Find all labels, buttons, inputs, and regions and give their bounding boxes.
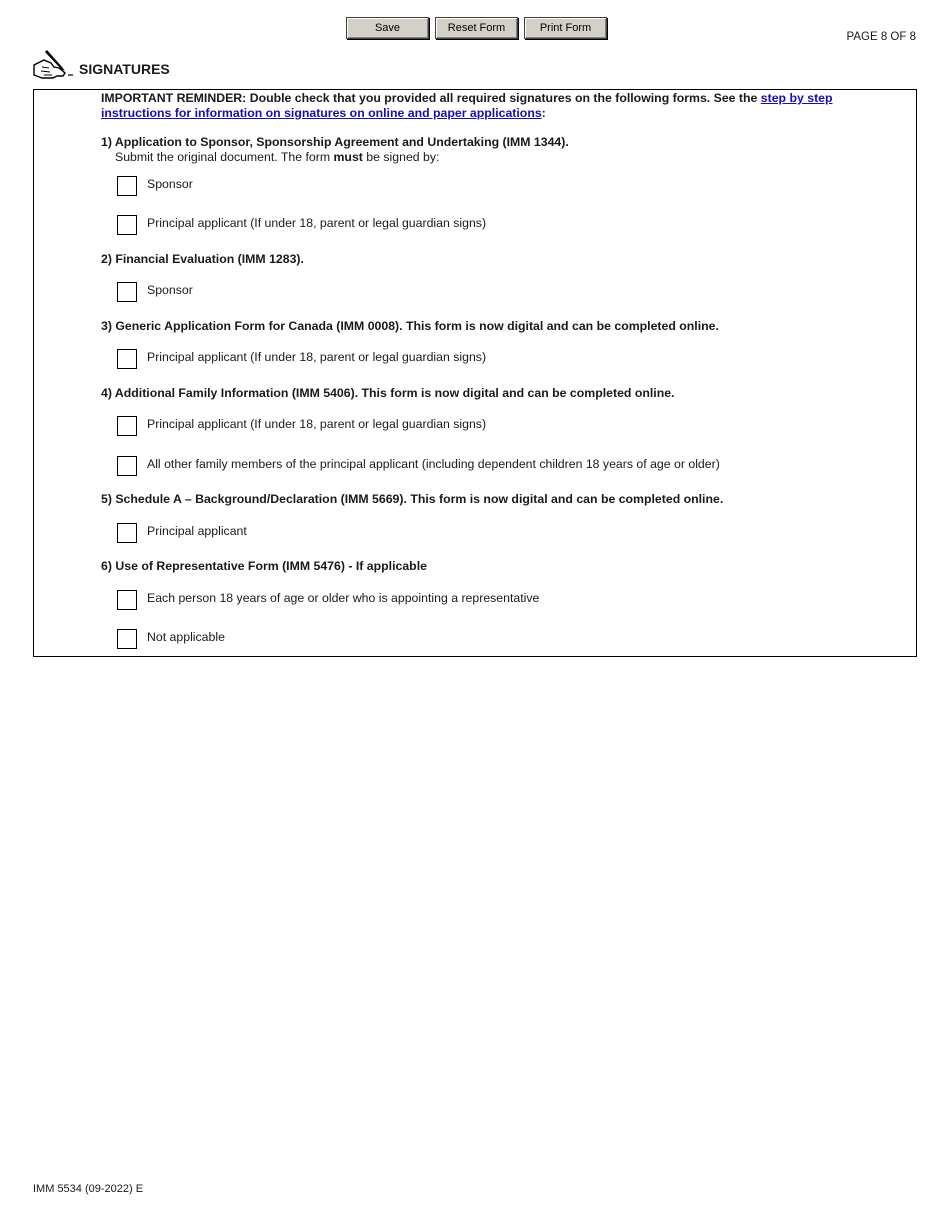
checkbox-row[interactable] <box>117 590 539 610</box>
checkbox-row[interactable] <box>117 416 486 436</box>
form-toolbar <box>346 17 607 39</box>
section-title: SIGNATURES <box>79 61 170 77</box>
checkbox-label: Principal applicant <box>147 524 247 538</box>
representative-imm5476-checkbox[interactable] <box>117 590 137 610</box>
checkbox-label: Principal applicant (If under 18, parent or legal guardian signs) <box>147 350 487 364</box>
item-heading-imm5476: 6) Use of Representative Form (IMM 5476) - If applicable <box>101 559 427 573</box>
item-heading-imm1283: 2) Financial Evaluation (IMM 1283). <box>101 252 304 266</box>
form-id-footer: IMM 5534 (09-2022) E <box>33 1183 144 1195</box>
checkbox-label: Each person 18 years of age or older who is appointing a representative <box>147 591 540 605</box>
principal-applicant-imm5406-checkbox[interactable] <box>117 416 137 436</box>
checkbox-row[interactable] <box>117 456 720 476</box>
save-button[interactable]: Save <box>346 17 429 39</box>
checkbox-row[interactable] <box>117 629 225 649</box>
checkbox-row[interactable] <box>117 282 193 302</box>
checkbox-label: Principal applicant (If under 18, parent or legal guardian signs) <box>147 417 487 431</box>
section-header <box>32 48 170 80</box>
print-form-button[interactable]: Print Form <box>524 17 607 39</box>
checkbox-row[interactable] <box>117 523 247 543</box>
checkbox-row[interactable] <box>117 349 486 369</box>
item-subline-imm1344: Submit the original document. The form must be signed by: <box>115 150 440 164</box>
checkbox-row[interactable] <box>117 176 193 196</box>
item-heading-imm5406: 4) Additional Family Information (IMM 5406). This form is now digital and can be completed online. <box>101 386 675 400</box>
item-heading-imm5669: 5) Schedule A – Background/Declaration (IMM 5669). This form is now digital and can be completed online. <box>101 492 724 506</box>
principal-applicant-imm5669-checkbox[interactable] <box>117 523 137 543</box>
checkbox-label: All other family members of the principal applicant (including dependent children 18 years of age or older) <box>147 457 720 471</box>
step-by-step-instructions-link[interactable]: step by step instructions for information on signatures on online and paper applications <box>101 91 833 120</box>
item-heading-imm0008: 3) Generic Application Form for Canada (IMM 0008). This form is now digital and can be completed online. <box>101 319 719 333</box>
checkbox-label: Not applicable <box>147 630 225 644</box>
sponsor-imm1344-checkbox[interactable] <box>117 176 137 196</box>
checkbox-label: Principal applicant (If under 18, parent or legal guardian signs) <box>147 216 487 230</box>
signatures-panel <box>33 89 917 657</box>
principal-applicant-imm1344-checkbox[interactable] <box>117 215 137 235</box>
hand-writing-icon <box>32 48 74 80</box>
sponsor-imm1283-checkbox[interactable] <box>117 282 137 302</box>
checkbox-label: Sponsor <box>147 283 193 297</box>
not-applicable-imm5476-checkbox[interactable] <box>117 629 137 649</box>
important-reminder: IMPORTANT REMINDER: Double check that you provided all required signatures on the following forms. See the step by step instructions for information on signatures on online and paper applications: <box>101 91 833 120</box>
reset-form-button[interactable]: Reset Form <box>435 17 518 39</box>
principal-applicant-imm0008-checkbox[interactable] <box>117 349 137 369</box>
family-members-imm5406-checkbox[interactable] <box>117 456 137 476</box>
checkbox-row[interactable] <box>117 215 486 235</box>
checkbox-label: Sponsor <box>147 177 193 191</box>
page-indicator: PAGE 8 OF 8 <box>846 31 916 43</box>
item-heading-imm1344: 1) Application to Sponsor, Sponsorship Agreement and Undertaking (IMM 1344). <box>101 135 569 149</box>
